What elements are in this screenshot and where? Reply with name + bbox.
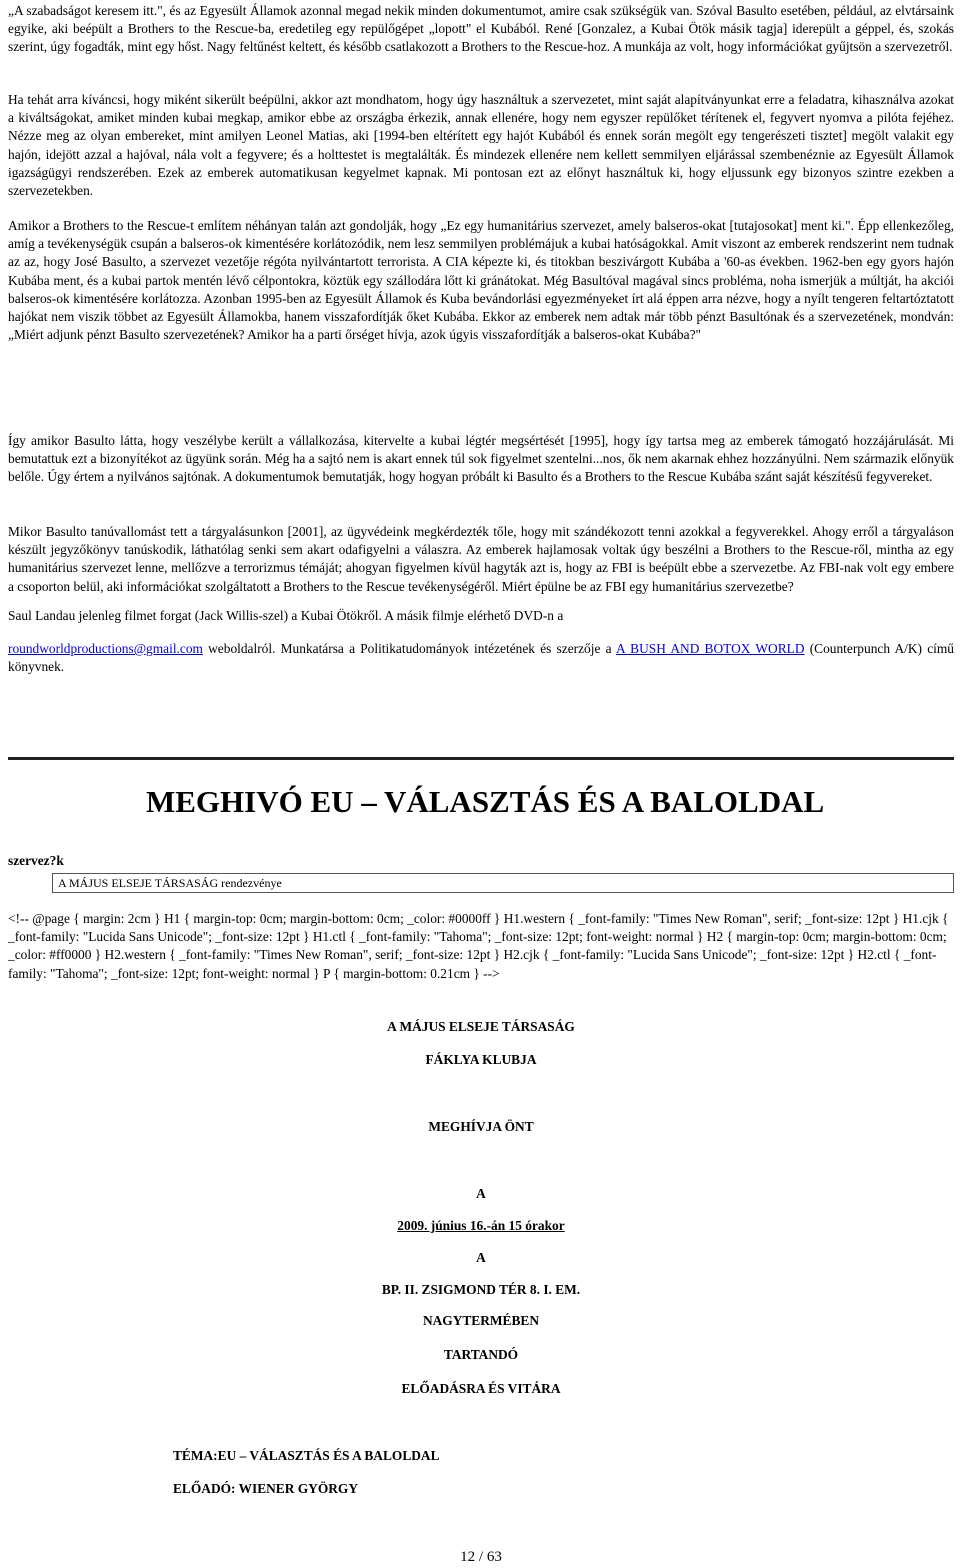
invite-line-org: A MÁJUS ELSEJE TÁRSASÁG	[387, 1019, 575, 1034]
paragraph-infiltration: Ha tehát arra kíváncsi, hogy miként sikerült beépülni, akkor azt mondhatom, hogy úgy használtuk a szervezetet, mint saját alapítványunkat erre a feladatra, kihasználva azokat a kiváltságokat, amiket minden kubai megkap, amikor ebbe az országba érkezik, annak ellenére, hogy nem egyszer repülőket térítenek el, fegyvert nyomva a pilóta fejéhez. Nézze meg az olyan embereket, mint amilyen Leonel Matias, aki [1994-ben eltérített egy hajót Kubából és ennek során megölt egy tengerészeti tisztet] megölt valakit egy hajón, idejött azzal a hajóval, nála volt a fegyvere; és a holttestet is megtalálták. És mindezek ellenére nem kellett semmilyen eljárással szembenéznie az Egyesült Államok igazságügyi rendszerében. Ezek az emberek automatikusan kegyelmet kapnak. Mi pontosan ezt az előnyt használtuk ki, hogy eljussunk egy bizonyos szintre ezekben a szervezetekben.	[8, 92, 954, 199]
author-links-end-text: (Counterpunch A/K) című könyvnek.	[8, 641, 954, 675]
paragraph-testimony: Mikor Basulto tanúvallomást tett a tárgyalásunkon [2001], az ügyvédeink megkérdezték tőle, hogy mit szándékozott tenni azokkal a fegyverekkel. Ahogy erről a tárgyaláson készült jegyzőkönyv tanúskodik, láthatólag senki sem akart odafigyelni a válaszra. Az emberek hajlamosak voltak úgy beszélni a Brothers to the Rescue-ről, mintha az egy humanitárius szervezet lenne, mellőzve a terrorizmus témáját; ahogyan figyelmen kívül hagyták azt is, hogy az FBI is beépült ebbe a szervezetbe. Az FBI-nak volt egy embere a csoporton belül, aki információkat szolgáltatott a Brothers to the Rescue tevékenységéről. Miért épülne be az FBI egy humanitárius szervezetbe?	[8, 524, 954, 594]
invite-speaker: ELŐADÓ: WIENER GYÖRGY	[173, 1481, 359, 1496]
paragraph-author-bio: Saul Landau jelenleg filmet forgat (Jack Willis-szel) a Kubai Ötökről. A másik filmje elérhető DVD-n a	[8, 608, 564, 623]
paragraph-brothers-rescue: Amikor a Brothers to the Rescue-t említem néhányan talán azt gondolják, hogy „Ez egy humanitárius szervezet, amely balseros-okat [tutajosokat] ment ki.". Épp ellenkezőleg, amíg a tevékenységük csupán a balseros-ok kimentésére korlátozódik, nem lesz semmilyen problémájuk a kubai hatóságokkal. Amit viszont az emberek rendszerint nem tudnak az az, hogy José Basulto, a szervezet vezetője régóta nyilvántartott terrorista. A CIA képezte ki, és titokban beszivárgott Kubába a '60-as években. 1962-ben egy gyors hajón Kubába ment, és a kubai partok mentén lévő célpontokra, köztük egy szállodára lőtt ki gránátokat. Még Basultóval magával sincs probléma, noha ismerjük a múltját, ha akciói balseros-ok kimentésére korlátozza. Azonban 1995-ben az Egyesült Államok és Kuba bevándorlási egyezményeket írt alá éppen arra nézve, hogy a nyílt tengeren feltartóztatott hajókat nem viszik többet az Egyesült Államokba, hanem visszafordítják őket Kubába. Ekkor az emberek nem adtak már több pénzt Basultónak és a szervezetének, mondván: „Miért adjunk pénzt Basulto szervezetének? Amikor ha a parti őrséget hívja, azok úgyis visszafordítják a balseros-okat Kubába?"	[8, 218, 954, 343]
intro-paragraph: „A szabadságot keresem itt.", és az Egyesült Államok azonnal megad nekik minden dokumentumot, amire csak szükségük van. Szóval Basulto esetében, például, az elvtársaink egyike, aki beépült a Brothers to the Rescue-ba, eredetileg egy repülőgépet „lopott" el Kubából. René [Gonzalez, a Kubai Ötök másik tagja] iderepült a géppel, és, szokás szerint, úgy fogadták, mint egy hőst. Nagy feltűnést keltett, és később csatlakozott a Brothers to the Rescue-hoz. A munkája az volt, hogy információkat gyűjtsön a szervezetről.	[8, 3, 954, 55]
email-link[interactable]: roundworldproductions@gmail.com	[8, 641, 203, 656]
page-number: 12 / 63	[460, 1549, 502, 1565]
invite-theme: TÉMA:EU – VÁLASZTÁS ÉS A BALOLDAL	[173, 1448, 440, 1463]
book-link[interactable]: A BUSH AND BOTOX WORLD	[616, 641, 805, 656]
paragraph-basulto-airspace: Így amikor Basulto látta, hogy veszélybe került a vállalkozása, kitervelte a kubai légtér megsértését [1995], hogy így tartsa meg az emberek támogató hozzájárulását. Mi bemutattuk ezt a bizonyítékot az ügyünk során. Még ha a sajtó nem is akart ennek túl sok figyelmet szentelni...nos, ők nem akarnak ehhez hozzányúlni. Nem származik előnyük belőle. Úgy értem a nyilvános sajtónak. A dokumentumok bemutatják, hogy hogyan próbált ki Basulto és a Brothers to the Rescue Kubába szánt saját készítésű fegyvereket.	[8, 433, 954, 485]
invite-line-a2: A	[476, 1250, 486, 1265]
author-links-mid-text: weboldalról. Munkatársa a Politikatudományok intézetének és szerzője a	[202, 641, 617, 656]
invite-line-hall: NAGYTERMÉBEN	[422, 1313, 540, 1328]
paragraph-author-links	[8, 640, 954, 676]
invite-line-held: TARTANDÓ	[443, 1347, 519, 1362]
organizer-field: A MÁJUS ELSEJE TÁRSASÁG rendezvénye	[52, 873, 954, 893]
organizer-label: szervez?k	[8, 853, 64, 868]
invite-line-club: FÁKLYA KLUBJA	[425, 1052, 537, 1067]
invite-line-address: BP. II. ZSIGMOND TÉR 8. I. EM.	[381, 1282, 581, 1297]
section-divider	[8, 757, 954, 760]
invite-title: MEGHIVÓ EU – VÁLASZTÁS ÉS A BALOLDAL	[146, 784, 825, 819]
invite-line-lecture: ELŐADÁSRA ÉS VITÁRA	[401, 1381, 561, 1396]
invite-line-invites: MEGHÍVJA ÖNT	[428, 1119, 534, 1134]
invite-line-date: 2009. június 16.-án 15 órakor	[397, 1218, 565, 1233]
leaked-css-comment: <!-- @page { margin: 2cm } H1 { margin-top: 0cm; margin-bottom: 0cm; _color: #0000ff } H1.western { _font-family: "Times New Roman", serif; _font-size: 12pt } H1.cjk { _font-family: "Lucida Sans Unicode"; _font-size: 12pt } H1.ctl { _font-family: "Tahoma"; _font-size: 12pt; font-weight: normal } H2 { margin-top: 0cm; margin-bottom: 0cm; _color: #ff0000 } H2.western { _font-family: "Times New Roman", serif; _font-size: 12pt } H2.cjk { _font-family: "Lucida Sans Unicode"; _font-size: 12pt } H2.ctl { _font-family: "Tahoma"; _font-size: 12pt; font-weight: normal } P { margin-bottom: 0.21cm } -->	[8, 911, 949, 981]
invite-line-a1: A	[476, 1186, 486, 1201]
